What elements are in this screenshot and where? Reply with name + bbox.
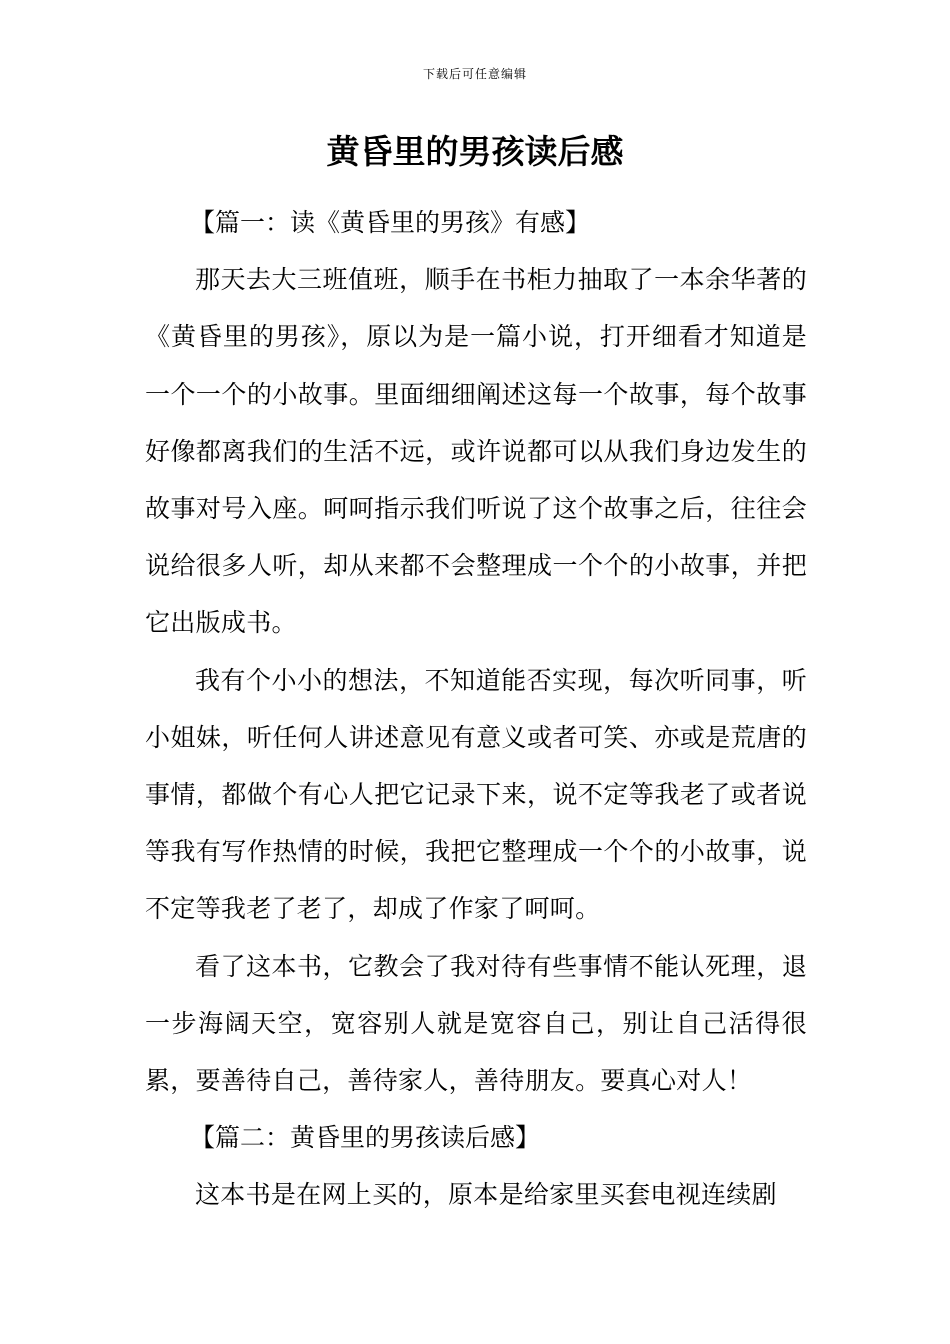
body-paragraph: 那天去大三班值班，顺手在书柜力抽取了一本余华著的《黄昏里的男孩》，原以为是一篇小说，打开细看才知道是一个一个的小故事。里面细细阐述这每一个故事，每个故事好像都离我们的生活不远，或许说都可以从我们身边发生的故事对号入座。呵呵指示我们听说了这个故事之后，往往会说给很多人听，却从来都不会整理成一个个的小故事，并把它出版成书。 — [145, 265, 807, 638]
document-title: 黄昏里的男孩读后感 — [326, 132, 624, 171]
body-paragraph: 我有个小小的想法，不知道能否实现，每次听同事，听小姐妹，听任何人讲述意见有意义或者可笑、亦或是荒唐的事情，都做个有心人把它记录下来，说不定等我老了或者说等我有写作热情的时候，我把它整理成一个个的小故事，说不定等我老了老了，却成了作家了呵呵。 — [145, 665, 807, 924]
section-heading-2: 【篇二：黄昏里的男孩读后感】 — [190, 1123, 541, 1153]
body-paragraph: 看了这本书，它教会了我对待有些事情不能认死理，退一步海阔天空，宽容别人就是宽容自己，别让自己活得很累，要善待自己，善待家人，善待朋友。要真心对人！ — [145, 951, 807, 1096]
document-body — [145, 194, 807, 1224]
body-paragraph: 这本书是在网上买的，原本是给家里买套电视连续剧 — [195, 1180, 777, 1210]
section-heading-1: 【篇一：读《黄昏里的男孩》有感】 — [190, 208, 591, 237]
page-header-note: 下载后可任意编辑 — [422, 67, 527, 81]
